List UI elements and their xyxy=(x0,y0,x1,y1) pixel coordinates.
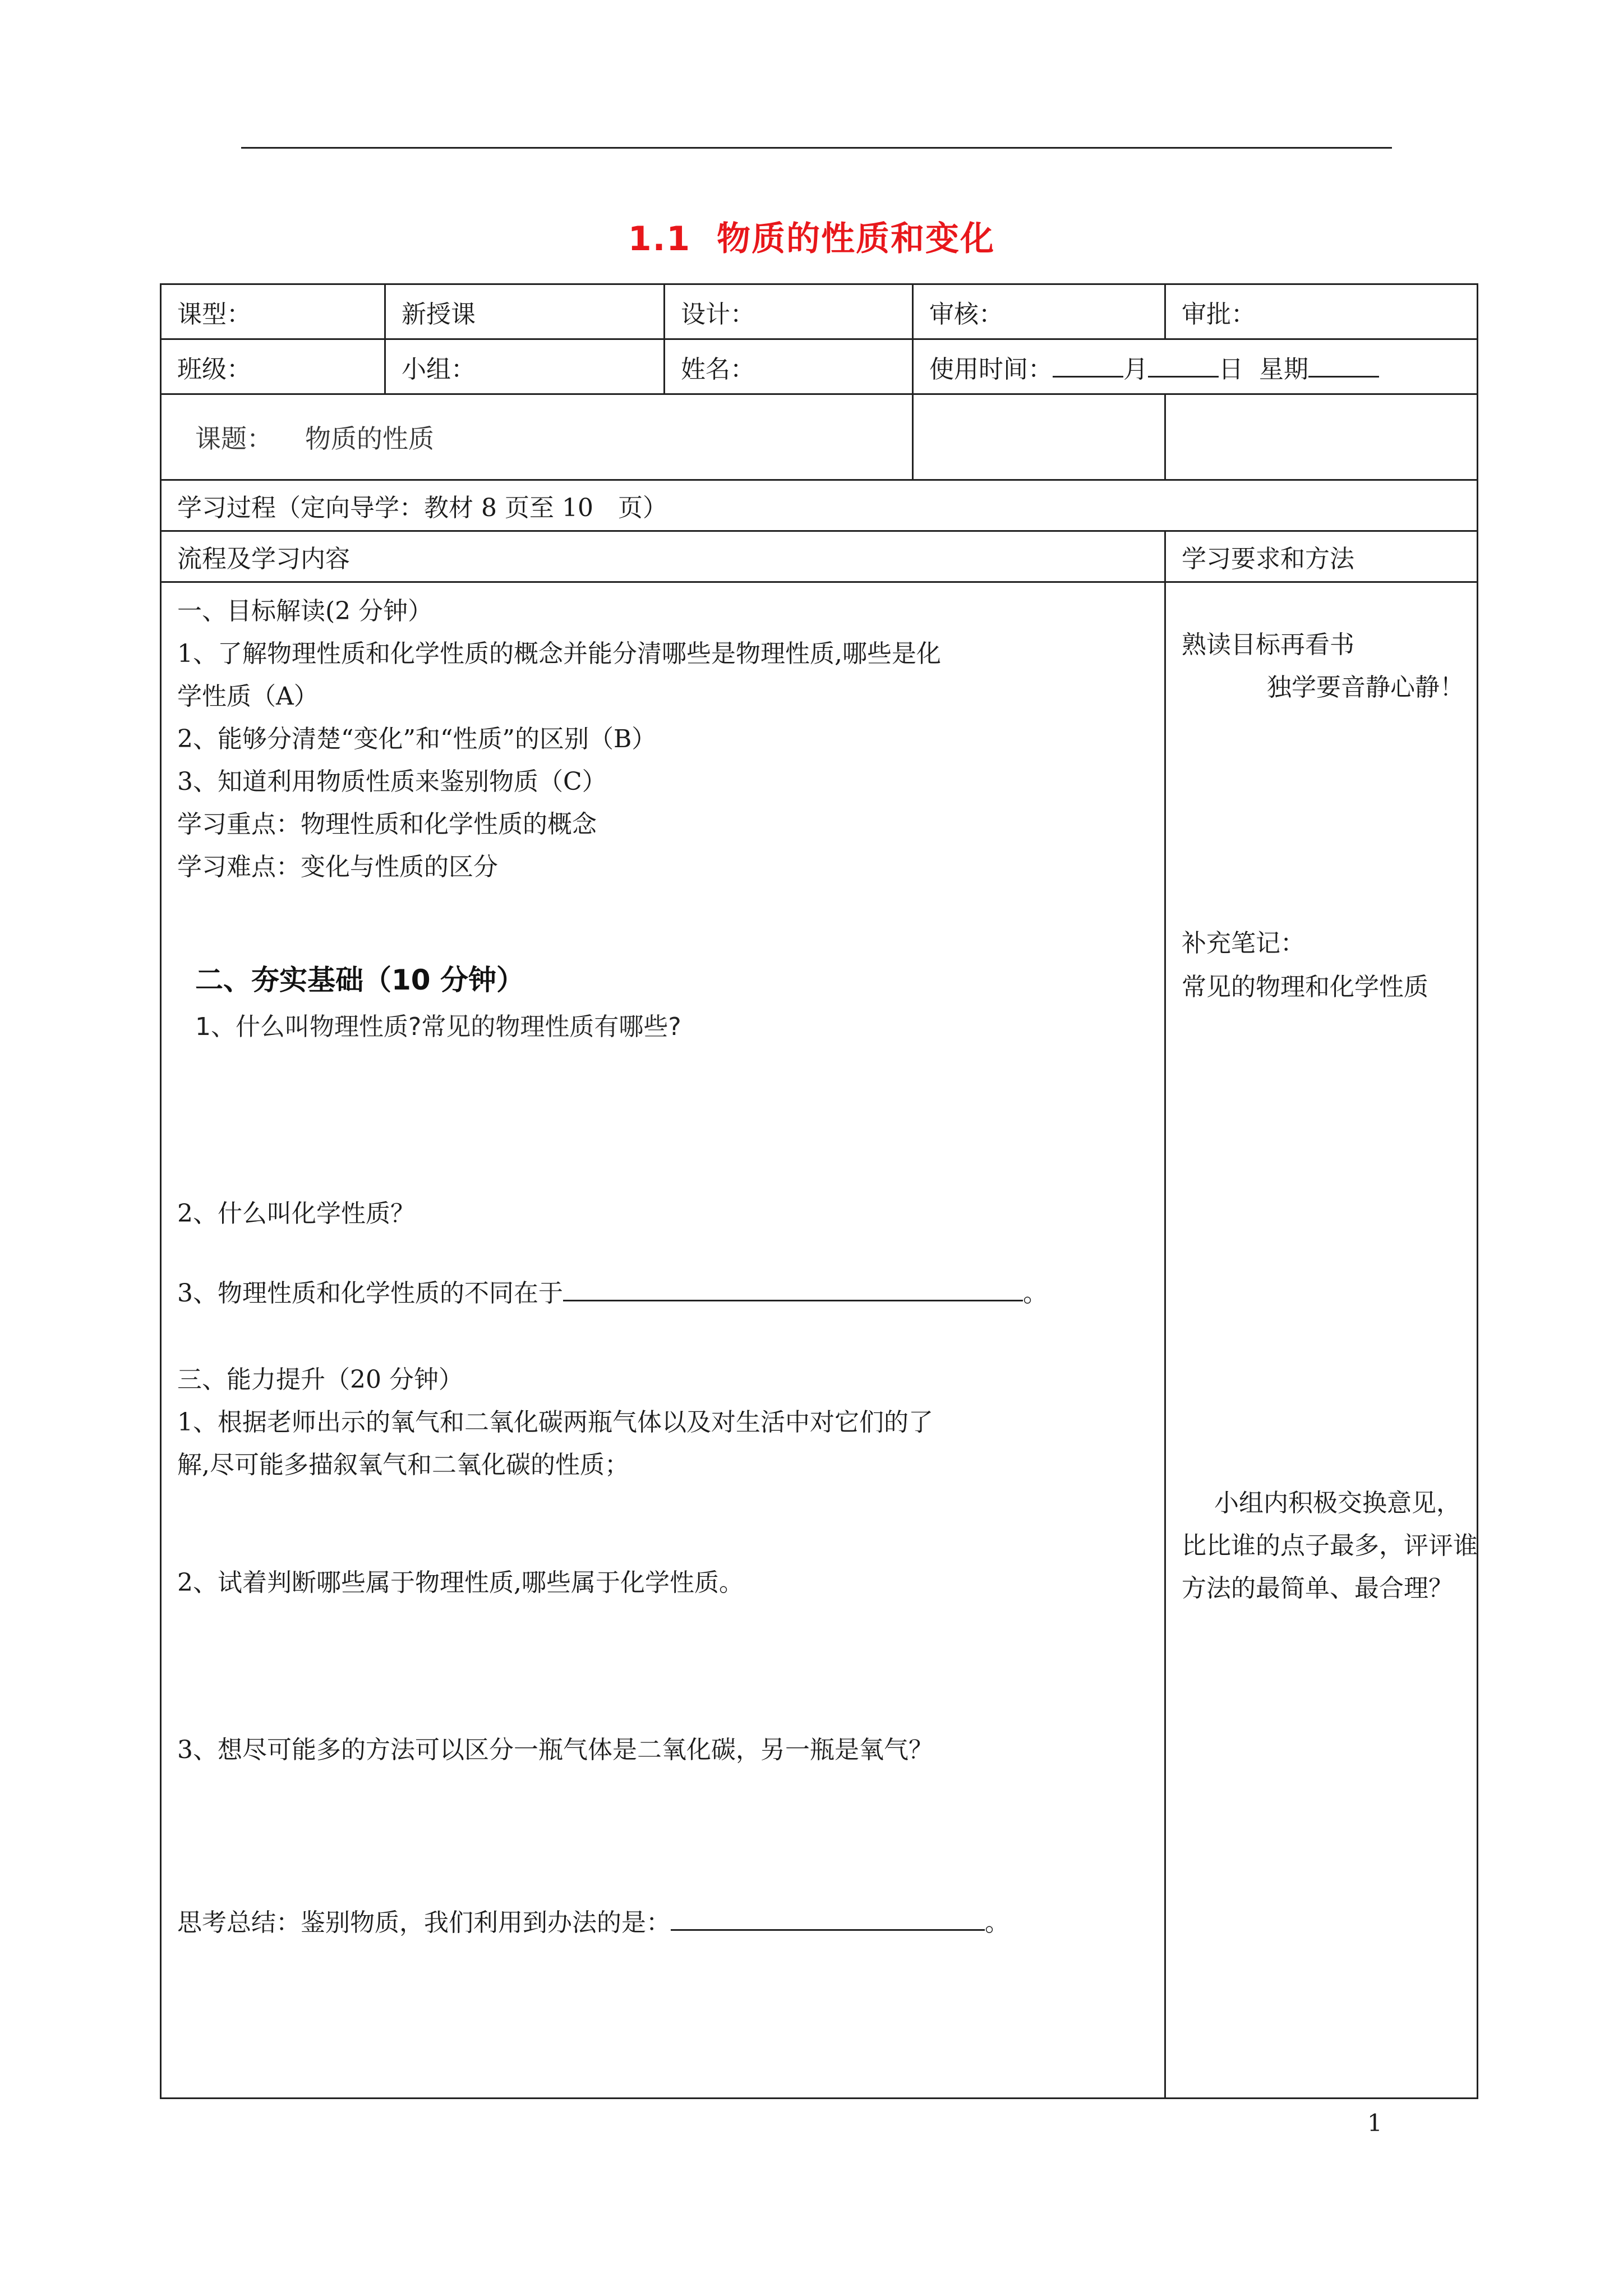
column-header-row xyxy=(161,531,1478,582)
question-3-text: 3、物理性质和化学性质的不同在于 xyxy=(177,1279,563,1308)
class-label: 班级： xyxy=(161,339,385,394)
summary-end: 。 xyxy=(985,1908,1009,1937)
question-3 xyxy=(177,1273,1048,1309)
day-blank xyxy=(1148,353,1219,378)
reviewer-label: 审核： xyxy=(913,284,1165,339)
group-label: 小组： xyxy=(385,339,665,394)
ability-3: 3、想尽可能多的方法可以区分一瓶气体是二氧化碳，另一瓶是氧气？ xyxy=(177,1736,933,1764)
study-difficulty: 学习难点：变化与性质的区分 xyxy=(177,853,498,881)
month-blank xyxy=(1053,353,1123,378)
section1-title: 一、目标解读(2 分钟） xyxy=(177,597,433,625)
topic-cell xyxy=(161,394,913,480)
topic-row xyxy=(161,394,1478,480)
section2-title: 二、夯实基础（10 分钟） xyxy=(195,964,524,996)
course-type-value: 新授课 xyxy=(385,284,665,339)
objective-3: 3、知道利用物质性质来鉴别物质（C） xyxy=(177,767,607,796)
learning-process: 学习过程（定向导学：教材 8 页至 10 页） xyxy=(161,480,1478,531)
document-title xyxy=(0,212,1623,260)
name-label: 姓名： xyxy=(665,339,913,394)
ability-2: 2、试着判断哪些属于物理性质,哪些属于化学性质。 xyxy=(177,1568,744,1597)
topic-value: 物质的性质 xyxy=(305,424,434,454)
learning-content xyxy=(161,582,1165,2099)
course-type-label: 课型： xyxy=(161,284,385,339)
content-row xyxy=(161,582,1478,2099)
designer-label: 设计： xyxy=(665,284,913,339)
section3-title: 三、能力提升（20 分钟） xyxy=(177,1365,463,1394)
topic-empty-cell-1 xyxy=(913,394,1165,480)
question-3-end: 。 xyxy=(1023,1279,1048,1308)
summary-line xyxy=(177,1902,1009,1938)
study-focus: 学习重点：物理性质和化学性质的概念 xyxy=(177,810,597,839)
summary-text: 思考总结：鉴别物质，我们利用到办法的是： xyxy=(177,1908,671,1937)
info-row-1 xyxy=(161,284,1478,339)
right-column-header: 学习要求和方法 xyxy=(1165,531,1478,582)
notes-content: 常见的物理和化学性质 xyxy=(1182,973,1428,1001)
objective-1b: 学性质（A） xyxy=(177,682,319,711)
requirements-methods xyxy=(1165,582,1478,2099)
ability-1b: 解,尽可能多描叙氧气和二氧化碳的性质； xyxy=(177,1451,629,1479)
tip-read-objectives: 熟读目标再看书 xyxy=(1182,631,1354,659)
objective-1a: 1、了解物理性质和化学性质的概念并能分清哪些是物理性质,哪些是化 xyxy=(177,639,941,668)
usage-time-label: 使用时间： xyxy=(929,355,1053,384)
weekday-label: 星期 xyxy=(1258,355,1308,384)
group-tip-1: 小组内积极交换意见， xyxy=(1214,1489,1461,1517)
ability-1a: 1、根据老师出示的氧气和二氧化碳两瓶气体以及对生活中对它们的了 xyxy=(177,1408,933,1437)
month-label: 月 xyxy=(1123,355,1148,384)
answer-blank-1 xyxy=(563,1277,1023,1301)
day-label: 日 xyxy=(1219,355,1243,384)
weekday-blank xyxy=(1308,353,1379,378)
objective-2: 2、能够分清楚“变化”和“性质”的区别（B） xyxy=(177,725,657,753)
left-column-header: 流程及学习内容 xyxy=(161,531,1165,582)
notes-label: 补充笔记： xyxy=(1182,929,1305,958)
worksheet-table xyxy=(160,283,1478,2099)
approver-label: 审批： xyxy=(1165,284,1478,339)
process-row xyxy=(161,480,1478,531)
usage-time-cell xyxy=(913,339,1478,394)
page-number: 1 xyxy=(1367,2109,1382,2137)
topic-empty-cell-2 xyxy=(1165,394,1478,480)
question-2: 2、什么叫化学性质？ xyxy=(177,1199,415,1228)
group-tip-3: 方法的最简单、最合理？ xyxy=(1182,1574,1453,1603)
title-number: 1.1 xyxy=(628,219,691,259)
topic-label: 课题： xyxy=(195,424,273,454)
question-1: 1、什么叫物理性质?常见的物理性质有哪些? xyxy=(195,1013,681,1041)
tip-quiet-study: 独学要音静心静！ xyxy=(1267,673,1464,702)
answer-blank-2 xyxy=(671,1907,985,1931)
group-tip-2: 比比谁的点子最多，评评谁 xyxy=(1182,1531,1478,1560)
info-row-2 xyxy=(161,339,1478,394)
title-text: 物质的性质和变化 xyxy=(717,219,995,259)
header-rule xyxy=(241,147,1392,149)
